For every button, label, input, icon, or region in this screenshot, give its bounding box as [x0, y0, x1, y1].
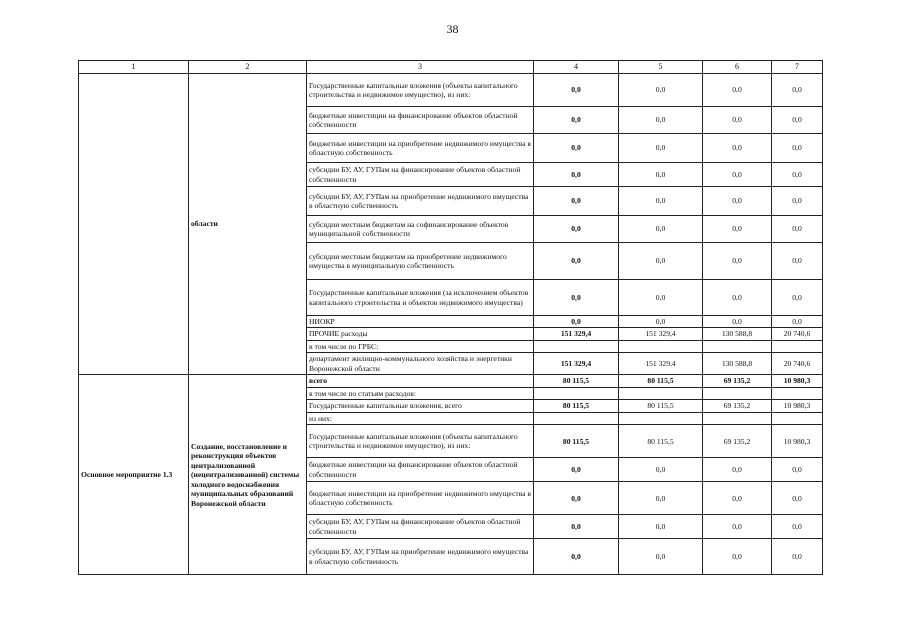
value-cell: 0,0: [772, 539, 823, 575]
value-cell: 69 135,2: [703, 375, 772, 387]
value-cell: 0,0: [619, 280, 703, 316]
value-cell: [619, 340, 703, 352]
expense-item-label: в том числе по ГРБС:: [307, 340, 534, 352]
value-cell: 0,0: [534, 539, 619, 575]
header-cell: 2: [189, 61, 307, 74]
value-cell: 0,0: [619, 458, 703, 482]
header-cell: 7: [772, 61, 823, 74]
table-row: [79, 74, 823, 107]
value-cell: 0,0: [772, 134, 823, 163]
value-cell: 0,0: [772, 280, 823, 316]
value-cell: [619, 387, 703, 399]
expense-item-label: субсидии БУ, АУ, ГУПам на приобретение недвижимого имущества в областную собственность: [307, 539, 534, 575]
value-cell: 0,0: [772, 107, 823, 134]
value-cell: 69 135,2: [703, 425, 772, 458]
header-cell: 5: [619, 61, 703, 74]
value-cell: 0,0: [534, 482, 619, 515]
value-cell: [619, 412, 703, 424]
activity-name-cell: Основное мероприятие 1.3: [79, 375, 189, 575]
value-cell: 0,0: [534, 107, 619, 134]
value-cell: 0,0: [619, 163, 703, 187]
value-cell: 0,0: [534, 280, 619, 316]
value-cell: 0,0: [772, 482, 823, 515]
value-cell: 0,0: [619, 243, 703, 280]
value-cell: [772, 340, 823, 352]
value-cell: 0,0: [772, 316, 823, 328]
value-cell: [534, 387, 619, 399]
expense-item-label: Государственные капитальные вложения (объекты капитального строительства и недвижимое имущество), из них:: [307, 425, 534, 458]
value-cell: 0,0: [703, 134, 772, 163]
expense-item-label: субсидии БУ, АУ, ГУПам на приобретение недвижимого имущества в областную собственность: [307, 187, 534, 216]
value-cell: 0,0: [619, 134, 703, 163]
value-cell: 0,0: [703, 539, 772, 575]
value-cell: 0,0: [703, 458, 772, 482]
value-cell: 0,0: [619, 539, 703, 575]
value-cell: 0,0: [703, 163, 772, 187]
header-cell: 6: [703, 61, 772, 74]
value-cell: 0,0: [619, 515, 703, 539]
value-cell: 151 329,4: [534, 328, 619, 340]
expense-item-label: ПРОЧИЕ расходы: [307, 328, 534, 340]
value-cell: 0,0: [772, 515, 823, 539]
activity-name-cell: [79, 74, 189, 375]
value-cell: 10 980,3: [772, 400, 823, 412]
expense-item-label: всего: [307, 375, 534, 387]
value-cell: 0,0: [772, 187, 823, 216]
value-cell: 0,0: [703, 74, 772, 107]
value-cell: 0,0: [534, 216, 619, 243]
value-cell: 151 329,4: [534, 353, 619, 375]
value-cell: 130 588,8: [703, 328, 772, 340]
value-cell: [534, 340, 619, 352]
expense-item-label: субсидии местным бюджетам на софинансирование объектов муниципальной собственности: [307, 216, 534, 243]
expense-item-label: Государственные капитальные вложения (объекты капитального строительства и недвижимое имущество), из них:: [307, 74, 534, 107]
value-cell: 0,0: [534, 74, 619, 107]
value-cell: [772, 412, 823, 424]
expense-item-label: из них:: [307, 412, 534, 424]
value-cell: 0,0: [703, 515, 772, 539]
value-cell: 0,0: [534, 243, 619, 280]
value-cell: [703, 387, 772, 399]
value-cell: 0,0: [703, 280, 772, 316]
expense-item-label: департамент жилищно-коммунального хозяйства и энергетики Воронежской области: [307, 353, 534, 375]
expense-item-label: бюджетные инвестиции на финансирование объектов областной собственности: [307, 458, 534, 482]
value-cell: 69 135,2: [703, 400, 772, 412]
table-row: [79, 375, 823, 387]
value-cell: 151 329,4: [619, 353, 703, 375]
value-cell: 80 115,5: [534, 425, 619, 458]
value-cell: 0,0: [703, 216, 772, 243]
value-cell: 151 329,4: [619, 328, 703, 340]
expense-item-label: субсидии местным бюджетам на приобретение недвижимого имущества в муниципальную собственность: [307, 243, 534, 280]
value-cell: 0,0: [703, 187, 772, 216]
value-cell: 0,0: [772, 74, 823, 107]
value-cell: 0,0: [534, 134, 619, 163]
expense-item-label: бюджетные инвестиции на приобретение недвижимого имущества в областную собственность: [307, 482, 534, 515]
value-cell: [703, 340, 772, 352]
value-cell: 80 115,5: [534, 400, 619, 412]
value-cell: 0,0: [703, 243, 772, 280]
header-cell: 3: [307, 61, 534, 74]
value-cell: 0,0: [534, 163, 619, 187]
value-cell: 0,0: [534, 187, 619, 216]
budget-table: [78, 60, 823, 575]
expense-item-label: Государственные капитальные вложения (за исключением объектов капитального строительства и объектов недвижимого имущества): [307, 280, 534, 316]
value-cell: 0,0: [619, 482, 703, 515]
expense-item-label: бюджетные инвестиции на приобретение недвижимого имущества в областную собственность: [307, 134, 534, 163]
activity-title-cell: Создание, восстановление и реконструкция объектов централизованной (нецентрализованной) системы холодного водоснабжения муниципальных образований Воронежской области: [189, 375, 307, 575]
value-cell: 80 115,5: [619, 400, 703, 412]
value-cell: 20 740,6: [772, 328, 823, 340]
value-cell: 0,0: [703, 107, 772, 134]
value-cell: 0,0: [619, 216, 703, 243]
value-cell: [703, 412, 772, 424]
value-cell: 0,0: [772, 458, 823, 482]
value-cell: 10 980,3: [772, 375, 823, 387]
activity-title-cell: области: [189, 74, 307, 375]
value-cell: 0,0: [772, 163, 823, 187]
value-cell: 0,0: [619, 74, 703, 107]
expense-item-label: субсидии БУ, АУ, ГУПам на финансирование объектов областной собственности: [307, 515, 534, 539]
value-cell: 0,0: [772, 216, 823, 243]
value-cell: 0,0: [703, 482, 772, 515]
value-cell: 0,0: [619, 316, 703, 328]
value-cell: 80 115,5: [534, 375, 619, 387]
table-body: [79, 61, 823, 575]
header-cell: 4: [534, 61, 619, 74]
expense-item-label: Государственные капитальные вложения, всего: [307, 400, 534, 412]
expense-item-label: бюджетные инвестиции на финансирование объектов областной собственности: [307, 107, 534, 134]
value-cell: 20 740,6: [772, 353, 823, 375]
value-cell: 130 588,8: [703, 353, 772, 375]
value-cell: 10 980,3: [772, 425, 823, 458]
expense-item-label: субсидии БУ, АУ, ГУПам на финансирование объектов областной собственности: [307, 163, 534, 187]
value-cell: 0,0: [619, 187, 703, 216]
value-cell: 0,0: [772, 243, 823, 280]
header-cell: 1: [79, 61, 189, 74]
expense-item-label: НИОКР: [307, 316, 534, 328]
value-cell: 80 115,5: [619, 425, 703, 458]
value-cell: 0,0: [534, 515, 619, 539]
value-cell: [772, 387, 823, 399]
value-cell: [534, 412, 619, 424]
expense-item-label: в том числе по статьям расходов:: [307, 387, 534, 399]
value-cell: 0,0: [534, 316, 619, 328]
value-cell: 0,0: [703, 316, 772, 328]
page-number: 38: [446, 22, 459, 36]
header-row: [79, 61, 823, 74]
value-cell: 80 115,5: [619, 375, 703, 387]
value-cell: 0,0: [534, 458, 619, 482]
value-cell: 0,0: [619, 107, 703, 134]
